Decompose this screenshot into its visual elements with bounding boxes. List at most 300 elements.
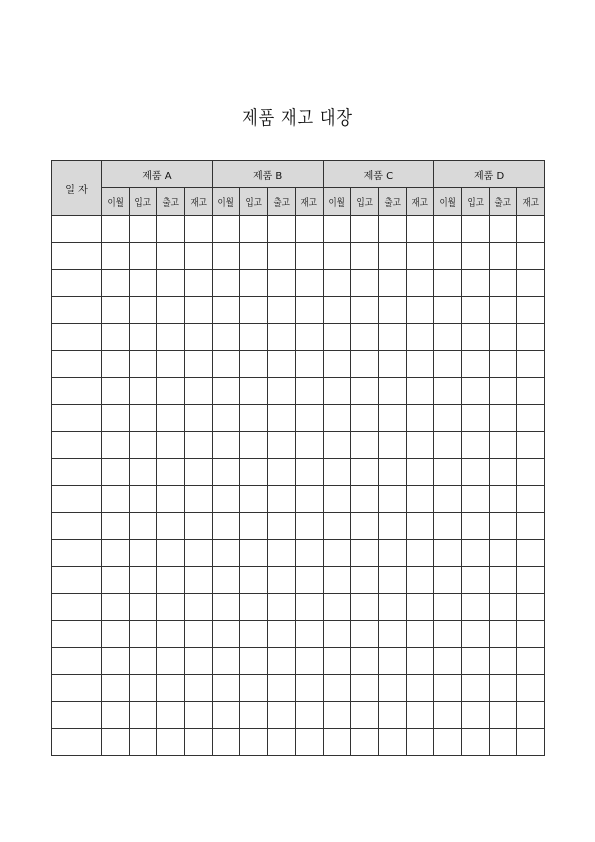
- quantity-cell[interactable]: [517, 270, 545, 297]
- quantity-cell[interactable]: [406, 270, 434, 297]
- quantity-cell[interactable]: [351, 459, 379, 486]
- quantity-cell[interactable]: [295, 216, 323, 243]
- quantity-cell[interactable]: [517, 729, 545, 756]
- quantity-cell[interactable]: [461, 702, 489, 729]
- quantity-cell[interactable]: [157, 540, 185, 567]
- quantity-cell[interactable]: [378, 270, 406, 297]
- quantity-cell[interactable]: [517, 432, 545, 459]
- quantity-cell[interactable]: [434, 432, 462, 459]
- quantity-cell[interactable]: [461, 567, 489, 594]
- quantity-cell[interactable]: [323, 513, 351, 540]
- quantity-cell[interactable]: [406, 459, 434, 486]
- quantity-cell[interactable]: [434, 459, 462, 486]
- quantity-cell[interactable]: [323, 729, 351, 756]
- quantity-cell[interactable]: [240, 405, 268, 432]
- date-cell[interactable]: [52, 243, 102, 270]
- quantity-cell[interactable]: [185, 648, 213, 675]
- quantity-cell[interactable]: [378, 297, 406, 324]
- quantity-cell[interactable]: [268, 702, 296, 729]
- quantity-cell[interactable]: [212, 648, 240, 675]
- quantity-cell[interactable]: [461, 324, 489, 351]
- quantity-cell[interactable]: [378, 432, 406, 459]
- quantity-cell[interactable]: [157, 351, 185, 378]
- quantity-cell[interactable]: [461, 270, 489, 297]
- quantity-cell[interactable]: [129, 378, 157, 405]
- quantity-cell[interactable]: [323, 405, 351, 432]
- quantity-cell[interactable]: [102, 270, 130, 297]
- quantity-cell[interactable]: [323, 378, 351, 405]
- quantity-cell[interactable]: [185, 702, 213, 729]
- quantity-cell[interactable]: [268, 351, 296, 378]
- quantity-cell[interactable]: [212, 594, 240, 621]
- quantity-cell[interactable]: [406, 621, 434, 648]
- quantity-cell[interactable]: [240, 216, 268, 243]
- quantity-cell[interactable]: [323, 297, 351, 324]
- quantity-cell[interactable]: [461, 594, 489, 621]
- quantity-cell[interactable]: [406, 324, 434, 351]
- quantity-cell[interactable]: [489, 486, 517, 513]
- quantity-cell[interactable]: [102, 513, 130, 540]
- quantity-cell[interactable]: [489, 648, 517, 675]
- quantity-cell[interactable]: [157, 594, 185, 621]
- quantity-cell[interactable]: [406, 216, 434, 243]
- quantity-cell[interactable]: [102, 648, 130, 675]
- quantity-cell[interactable]: [323, 648, 351, 675]
- quantity-cell[interactable]: [406, 675, 434, 702]
- quantity-cell[interactable]: [212, 270, 240, 297]
- quantity-cell[interactable]: [517, 405, 545, 432]
- quantity-cell[interactable]: [268, 729, 296, 756]
- quantity-cell[interactable]: [212, 243, 240, 270]
- quantity-cell[interactable]: [489, 594, 517, 621]
- quantity-cell[interactable]: [434, 486, 462, 513]
- quantity-cell[interactable]: [517, 324, 545, 351]
- quantity-cell[interactable]: [434, 594, 462, 621]
- quantity-cell[interactable]: [240, 648, 268, 675]
- date-cell[interactable]: [52, 351, 102, 378]
- quantity-cell[interactable]: [212, 459, 240, 486]
- quantity-cell[interactable]: [323, 216, 351, 243]
- date-cell[interactable]: [52, 405, 102, 432]
- quantity-cell[interactable]: [461, 486, 489, 513]
- quantity-cell[interactable]: [212, 324, 240, 351]
- quantity-cell[interactable]: [157, 405, 185, 432]
- quantity-cell[interactable]: [240, 324, 268, 351]
- quantity-cell[interactable]: [323, 324, 351, 351]
- quantity-cell[interactable]: [157, 459, 185, 486]
- quantity-cell[interactable]: [406, 513, 434, 540]
- quantity-cell[interactable]: [185, 729, 213, 756]
- quantity-cell[interactable]: [323, 432, 351, 459]
- quantity-cell[interactable]: [489, 432, 517, 459]
- quantity-cell[interactable]: [406, 378, 434, 405]
- quantity-cell[interactable]: [489, 729, 517, 756]
- date-cell[interactable]: [52, 297, 102, 324]
- quantity-cell[interactable]: [351, 243, 379, 270]
- quantity-cell[interactable]: [212, 432, 240, 459]
- quantity-cell[interactable]: [517, 540, 545, 567]
- quantity-cell[interactable]: [378, 216, 406, 243]
- quantity-cell[interactable]: [351, 702, 379, 729]
- quantity-cell[interactable]: [268, 243, 296, 270]
- quantity-cell[interactable]: [157, 324, 185, 351]
- quantity-cell[interactable]: [102, 243, 130, 270]
- quantity-cell[interactable]: [323, 621, 351, 648]
- quantity-cell[interactable]: [129, 216, 157, 243]
- quantity-cell[interactable]: [295, 270, 323, 297]
- quantity-cell[interactable]: [240, 351, 268, 378]
- quantity-cell[interactable]: [461, 459, 489, 486]
- quantity-cell[interactable]: [212, 216, 240, 243]
- quantity-cell[interactable]: [351, 567, 379, 594]
- quantity-cell[interactable]: [351, 270, 379, 297]
- quantity-cell[interactable]: [240, 270, 268, 297]
- quantity-cell[interactable]: [157, 486, 185, 513]
- quantity-cell[interactable]: [185, 675, 213, 702]
- quantity-cell[interactable]: [517, 378, 545, 405]
- quantity-cell[interactable]: [295, 594, 323, 621]
- quantity-cell[interactable]: [129, 567, 157, 594]
- quantity-cell[interactable]: [489, 216, 517, 243]
- quantity-cell[interactable]: [323, 540, 351, 567]
- quantity-cell[interactable]: [185, 459, 213, 486]
- quantity-cell[interactable]: [268, 513, 296, 540]
- quantity-cell[interactable]: [461, 648, 489, 675]
- quantity-cell[interactable]: [351, 648, 379, 675]
- quantity-cell[interactable]: [185, 432, 213, 459]
- quantity-cell[interactable]: [185, 567, 213, 594]
- quantity-cell[interactable]: [406, 405, 434, 432]
- quantity-cell[interactable]: [434, 621, 462, 648]
- quantity-cell[interactable]: [517, 594, 545, 621]
- quantity-cell[interactable]: [129, 459, 157, 486]
- quantity-cell[interactable]: [185, 297, 213, 324]
- quantity-cell[interactable]: [351, 405, 379, 432]
- quantity-cell[interactable]: [461, 432, 489, 459]
- quantity-cell[interactable]: [268, 621, 296, 648]
- quantity-cell[interactable]: [102, 459, 130, 486]
- quantity-cell[interactable]: [351, 729, 379, 756]
- quantity-cell[interactable]: [295, 729, 323, 756]
- quantity-cell[interactable]: [185, 216, 213, 243]
- quantity-cell[interactable]: [489, 405, 517, 432]
- quantity-cell[interactable]: [212, 675, 240, 702]
- quantity-cell[interactable]: [351, 432, 379, 459]
- quantity-cell[interactable]: [240, 297, 268, 324]
- quantity-cell[interactable]: [351, 540, 379, 567]
- quantity-cell[interactable]: [378, 351, 406, 378]
- quantity-cell[interactable]: [102, 540, 130, 567]
- quantity-cell[interactable]: [517, 486, 545, 513]
- quantity-cell[interactable]: [102, 594, 130, 621]
- quantity-cell[interactable]: [185, 486, 213, 513]
- quantity-cell[interactable]: [129, 324, 157, 351]
- quantity-cell[interactable]: [102, 567, 130, 594]
- quantity-cell[interactable]: [240, 432, 268, 459]
- date-cell[interactable]: [52, 621, 102, 648]
- quantity-cell[interactable]: [378, 324, 406, 351]
- quantity-cell[interactable]: [157, 729, 185, 756]
- quantity-cell[interactable]: [212, 621, 240, 648]
- date-cell[interactable]: [52, 594, 102, 621]
- quantity-cell[interactable]: [351, 486, 379, 513]
- quantity-cell[interactable]: [157, 621, 185, 648]
- quantity-cell[interactable]: [351, 594, 379, 621]
- date-cell[interactable]: [52, 270, 102, 297]
- quantity-cell[interactable]: [102, 351, 130, 378]
- quantity-cell[interactable]: [434, 648, 462, 675]
- quantity-cell[interactable]: [295, 405, 323, 432]
- quantity-cell[interactable]: [517, 243, 545, 270]
- quantity-cell[interactable]: [102, 378, 130, 405]
- quantity-cell[interactable]: [434, 567, 462, 594]
- quantity-cell[interactable]: [461, 297, 489, 324]
- quantity-cell[interactable]: [461, 513, 489, 540]
- quantity-cell[interactable]: [240, 459, 268, 486]
- quantity-cell[interactable]: [378, 621, 406, 648]
- quantity-cell[interactable]: [406, 648, 434, 675]
- quantity-cell[interactable]: [268, 378, 296, 405]
- quantity-cell[interactable]: [295, 378, 323, 405]
- quantity-cell[interactable]: [295, 297, 323, 324]
- quantity-cell[interactable]: [323, 243, 351, 270]
- quantity-cell[interactable]: [461, 378, 489, 405]
- quantity-cell[interactable]: [157, 675, 185, 702]
- quantity-cell[interactable]: [489, 270, 517, 297]
- quantity-cell[interactable]: [268, 216, 296, 243]
- quantity-cell[interactable]: [351, 621, 379, 648]
- quantity-cell[interactable]: [378, 567, 406, 594]
- date-cell[interactable]: [52, 459, 102, 486]
- quantity-cell[interactable]: [406, 297, 434, 324]
- quantity-cell[interactable]: [268, 297, 296, 324]
- quantity-cell[interactable]: [240, 675, 268, 702]
- quantity-cell[interactable]: [378, 540, 406, 567]
- quantity-cell[interactable]: [185, 540, 213, 567]
- quantity-cell[interactable]: [129, 675, 157, 702]
- quantity-cell[interactable]: [212, 702, 240, 729]
- quantity-cell[interactable]: [517, 621, 545, 648]
- quantity-cell[interactable]: [129, 594, 157, 621]
- quantity-cell[interactable]: [489, 243, 517, 270]
- quantity-cell[interactable]: [461, 351, 489, 378]
- quantity-cell[interactable]: [295, 243, 323, 270]
- date-cell[interactable]: [52, 702, 102, 729]
- quantity-cell[interactable]: [129, 621, 157, 648]
- quantity-cell[interactable]: [157, 270, 185, 297]
- quantity-cell[interactable]: [295, 648, 323, 675]
- quantity-cell[interactable]: [102, 486, 130, 513]
- quantity-cell[interactable]: [212, 297, 240, 324]
- quantity-cell[interactable]: [129, 270, 157, 297]
- quantity-cell[interactable]: [212, 378, 240, 405]
- quantity-cell[interactable]: [295, 432, 323, 459]
- date-cell[interactable]: [52, 513, 102, 540]
- quantity-cell[interactable]: [489, 702, 517, 729]
- quantity-cell[interactable]: [434, 324, 462, 351]
- quantity-cell[interactable]: [157, 297, 185, 324]
- quantity-cell[interactable]: [406, 729, 434, 756]
- date-cell[interactable]: [52, 648, 102, 675]
- quantity-cell[interactable]: [406, 540, 434, 567]
- quantity-cell[interactable]: [295, 459, 323, 486]
- quantity-cell[interactable]: [489, 378, 517, 405]
- quantity-cell[interactable]: [323, 702, 351, 729]
- quantity-cell[interactable]: [517, 513, 545, 540]
- quantity-cell[interactable]: [102, 729, 130, 756]
- quantity-cell[interactable]: [434, 540, 462, 567]
- quantity-cell[interactable]: [185, 243, 213, 270]
- quantity-cell[interactable]: [461, 405, 489, 432]
- quantity-cell[interactable]: [351, 297, 379, 324]
- quantity-cell[interactable]: [378, 378, 406, 405]
- quantity-cell[interactable]: [268, 486, 296, 513]
- quantity-cell[interactable]: [517, 216, 545, 243]
- quantity-cell[interactable]: [406, 486, 434, 513]
- date-cell[interactable]: [52, 540, 102, 567]
- quantity-cell[interactable]: [517, 702, 545, 729]
- quantity-cell[interactable]: [157, 243, 185, 270]
- quantity-cell[interactable]: [295, 567, 323, 594]
- date-cell[interactable]: [52, 567, 102, 594]
- quantity-cell[interactable]: [406, 702, 434, 729]
- quantity-cell[interactable]: [351, 513, 379, 540]
- quantity-cell[interactable]: [323, 459, 351, 486]
- quantity-cell[interactable]: [351, 378, 379, 405]
- quantity-cell[interactable]: [129, 297, 157, 324]
- quantity-cell[interactable]: [129, 648, 157, 675]
- quantity-cell[interactable]: [489, 567, 517, 594]
- quantity-cell[interactable]: [406, 351, 434, 378]
- quantity-cell[interactable]: [351, 216, 379, 243]
- quantity-cell[interactable]: [434, 513, 462, 540]
- quantity-cell[interactable]: [378, 702, 406, 729]
- quantity-cell[interactable]: [434, 702, 462, 729]
- quantity-cell[interactable]: [157, 702, 185, 729]
- quantity-cell[interactable]: [295, 621, 323, 648]
- quantity-cell[interactable]: [129, 729, 157, 756]
- quantity-cell[interactable]: [434, 216, 462, 243]
- quantity-cell[interactable]: [489, 297, 517, 324]
- quantity-cell[interactable]: [434, 297, 462, 324]
- quantity-cell[interactable]: [102, 216, 130, 243]
- quantity-cell[interactable]: [378, 675, 406, 702]
- quantity-cell[interactable]: [489, 459, 517, 486]
- quantity-cell[interactable]: [268, 675, 296, 702]
- quantity-cell[interactable]: [185, 621, 213, 648]
- quantity-cell[interactable]: [406, 567, 434, 594]
- quantity-cell[interactable]: [295, 324, 323, 351]
- quantity-cell[interactable]: [240, 729, 268, 756]
- quantity-cell[interactable]: [268, 405, 296, 432]
- quantity-cell[interactable]: [517, 459, 545, 486]
- date-cell[interactable]: [52, 378, 102, 405]
- quantity-cell[interactable]: [295, 702, 323, 729]
- quantity-cell[interactable]: [212, 513, 240, 540]
- quantity-cell[interactable]: [129, 351, 157, 378]
- date-cell[interactable]: [52, 675, 102, 702]
- quantity-cell[interactable]: [102, 324, 130, 351]
- quantity-cell[interactable]: [378, 594, 406, 621]
- quantity-cell[interactable]: [240, 513, 268, 540]
- quantity-cell[interactable]: [102, 297, 130, 324]
- quantity-cell[interactable]: [129, 243, 157, 270]
- quantity-cell[interactable]: [129, 432, 157, 459]
- quantity-cell[interactable]: [489, 675, 517, 702]
- quantity-cell[interactable]: [212, 351, 240, 378]
- quantity-cell[interactable]: [212, 729, 240, 756]
- quantity-cell[interactable]: [240, 378, 268, 405]
- quantity-cell[interactable]: [489, 324, 517, 351]
- quantity-cell[interactable]: [240, 540, 268, 567]
- quantity-cell[interactable]: [240, 702, 268, 729]
- quantity-cell[interactable]: [157, 513, 185, 540]
- quantity-cell[interactable]: [434, 729, 462, 756]
- quantity-cell[interactable]: [489, 513, 517, 540]
- date-cell[interactable]: [52, 729, 102, 756]
- quantity-cell[interactable]: [461, 729, 489, 756]
- quantity-cell[interactable]: [240, 243, 268, 270]
- quantity-cell[interactable]: [517, 675, 545, 702]
- quantity-cell[interactable]: [461, 540, 489, 567]
- quantity-cell[interactable]: [517, 351, 545, 378]
- quantity-cell[interactable]: [185, 351, 213, 378]
- quantity-cell[interactable]: [434, 405, 462, 432]
- quantity-cell[interactable]: [323, 486, 351, 513]
- quantity-cell[interactable]: [406, 432, 434, 459]
- quantity-cell[interactable]: [129, 702, 157, 729]
- quantity-cell[interactable]: [240, 621, 268, 648]
- quantity-cell[interactable]: [240, 567, 268, 594]
- quantity-cell[interactable]: [461, 621, 489, 648]
- quantity-cell[interactable]: [268, 270, 296, 297]
- quantity-cell[interactable]: [102, 405, 130, 432]
- quantity-cell[interactable]: [185, 513, 213, 540]
- quantity-cell[interactable]: [102, 702, 130, 729]
- quantity-cell[interactable]: [378, 648, 406, 675]
- quantity-cell[interactable]: [212, 540, 240, 567]
- quantity-cell[interactable]: [185, 594, 213, 621]
- quantity-cell[interactable]: [489, 540, 517, 567]
- quantity-cell[interactable]: [268, 594, 296, 621]
- quantity-cell[interactable]: [295, 486, 323, 513]
- quantity-cell[interactable]: [185, 324, 213, 351]
- quantity-cell[interactable]: [323, 351, 351, 378]
- quantity-cell[interactable]: [351, 324, 379, 351]
- quantity-cell[interactable]: [102, 621, 130, 648]
- quantity-cell[interactable]: [212, 405, 240, 432]
- quantity-cell[interactable]: [157, 648, 185, 675]
- quantity-cell[interactable]: [129, 513, 157, 540]
- quantity-cell[interactable]: [378, 513, 406, 540]
- quantity-cell[interactable]: [268, 324, 296, 351]
- quantity-cell[interactable]: [157, 432, 185, 459]
- quantity-cell[interactable]: [268, 540, 296, 567]
- quantity-cell[interactable]: [323, 270, 351, 297]
- quantity-cell[interactable]: [157, 216, 185, 243]
- quantity-cell[interactable]: [351, 675, 379, 702]
- date-cell[interactable]: [52, 486, 102, 513]
- quantity-cell[interactable]: [323, 567, 351, 594]
- quantity-cell[interactable]: [295, 675, 323, 702]
- quantity-cell[interactable]: [102, 675, 130, 702]
- quantity-cell[interactable]: [268, 648, 296, 675]
- quantity-cell[interactable]: [378, 243, 406, 270]
- quantity-cell[interactable]: [434, 243, 462, 270]
- quantity-cell[interactable]: [323, 594, 351, 621]
- quantity-cell[interactable]: [406, 243, 434, 270]
- quantity-cell[interactable]: [517, 567, 545, 594]
